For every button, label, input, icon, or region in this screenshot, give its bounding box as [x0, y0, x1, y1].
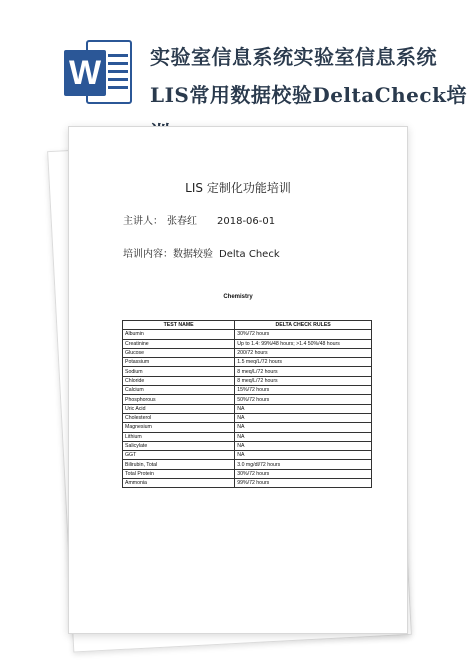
delta-check-rule-cell: NA — [235, 413, 372, 422]
table-row — [123, 441, 372, 450]
word-document-icon — [64, 40, 134, 104]
delta-check-rule-cell: 15%/72 hours — [235, 386, 372, 395]
test-name-cell: Magnesium — [123, 423, 235, 432]
delta-check-rule-cell: 1.5 meq/L/72 hours — [235, 358, 372, 367]
presentation-date: 2018-06-01 — [217, 216, 276, 227]
delta-check-rule-cell: 30%/72 hours — [235, 469, 372, 478]
training-content-line — [123, 245, 280, 260]
delta-check-rule-cell: NA — [235, 451, 372, 460]
delta-check-rule-cell: 30%/72 hours — [235, 330, 372, 339]
test-name-cell: Glucose — [123, 348, 235, 357]
test-name-cell: Bilirubin, Total — [123, 460, 235, 469]
test-name-cell: Uric Acid — [123, 404, 235, 413]
presenter-line — [123, 212, 279, 227]
delta-check-rule-cell: NA — [235, 432, 372, 441]
test-name-cell: Chloride — [123, 376, 235, 385]
table-row — [123, 451, 372, 460]
delta-check-rule-cell: NA — [235, 441, 372, 450]
test-name-cell: Albumin — [123, 330, 235, 339]
header-delta-check-rules: DELTA CHECK RULES — [235, 321, 372, 330]
banner-title: 实验室信息系统实验室信息系统LIS常用数据校验DeltaCheck培 — [150, 45, 467, 107]
test-name-cell: Lithium — [123, 432, 235, 441]
table-row — [123, 386, 372, 395]
table-row — [123, 432, 372, 441]
delta-check-rule-cell: 3.0 mg/dl/72 hours — [235, 460, 372, 469]
delta-check-rule-cell: NA — [235, 404, 372, 413]
presenter-name: 张春红 — [167, 216, 197, 227]
table-row — [123, 376, 372, 385]
test-name-cell: GGT — [123, 451, 235, 460]
delta-check-rule-cell: Up to 1.4: 99%/48 hours; >1.4 50%/48 hours — [235, 339, 372, 348]
test-name-cell: Sodium — [123, 367, 235, 376]
test-name-cell: Cholesterol — [123, 413, 235, 422]
table-row — [123, 358, 372, 367]
table-row — [123, 479, 372, 488]
delta-check-rule-cell: NA — [235, 423, 372, 432]
delta-check-rule-cell: 99%/72 hours — [235, 479, 372, 488]
test-name-cell: Phosphorous — [123, 395, 235, 404]
table-row — [123, 339, 372, 348]
delta-check-table — [122, 320, 372, 488]
test-name-cell: Ammonia — [123, 479, 235, 488]
test-name-cell: Total Protein — [123, 469, 235, 478]
content-value-en: Delta Check — [219, 249, 280, 260]
document-title: LIS 定制化功能培训 — [185, 181, 291, 195]
delta-check-rule-cell: 8 meq/L/72 hours — [235, 367, 372, 376]
presenter-label: 主讲人： — [123, 216, 163, 227]
table-row — [123, 348, 372, 357]
table-row — [123, 404, 372, 413]
header-test-name: TEST NAME — [123, 321, 235, 330]
word-icon-letter: W — [64, 50, 106, 96]
table-row — [123, 395, 372, 404]
test-name-cell: Potassium — [123, 358, 235, 367]
delta-check-rule-cell: 200/72 hours — [235, 348, 372, 357]
section-heading: Chemistry — [223, 294, 253, 300]
table-row — [123, 460, 372, 469]
document-page — [68, 126, 408, 634]
table-row — [123, 469, 372, 478]
table-row — [123, 367, 372, 376]
table-row — [123, 423, 372, 432]
table-header-row — [123, 321, 372, 330]
test-name-cell: Salicylate — [123, 441, 235, 450]
table-row — [123, 413, 372, 422]
content-label: 培训内容： — [123, 249, 173, 260]
content-value: 数据较验 — [173, 249, 213, 260]
test-name-cell: Creatinine — [123, 339, 235, 348]
table-row — [123, 330, 372, 339]
delta-check-rule-cell: 8 meq/L/72 hours — [235, 376, 372, 385]
test-name-cell: Calcium — [123, 386, 235, 395]
delta-check-rule-cell: 50%/72 hours — [235, 395, 372, 404]
